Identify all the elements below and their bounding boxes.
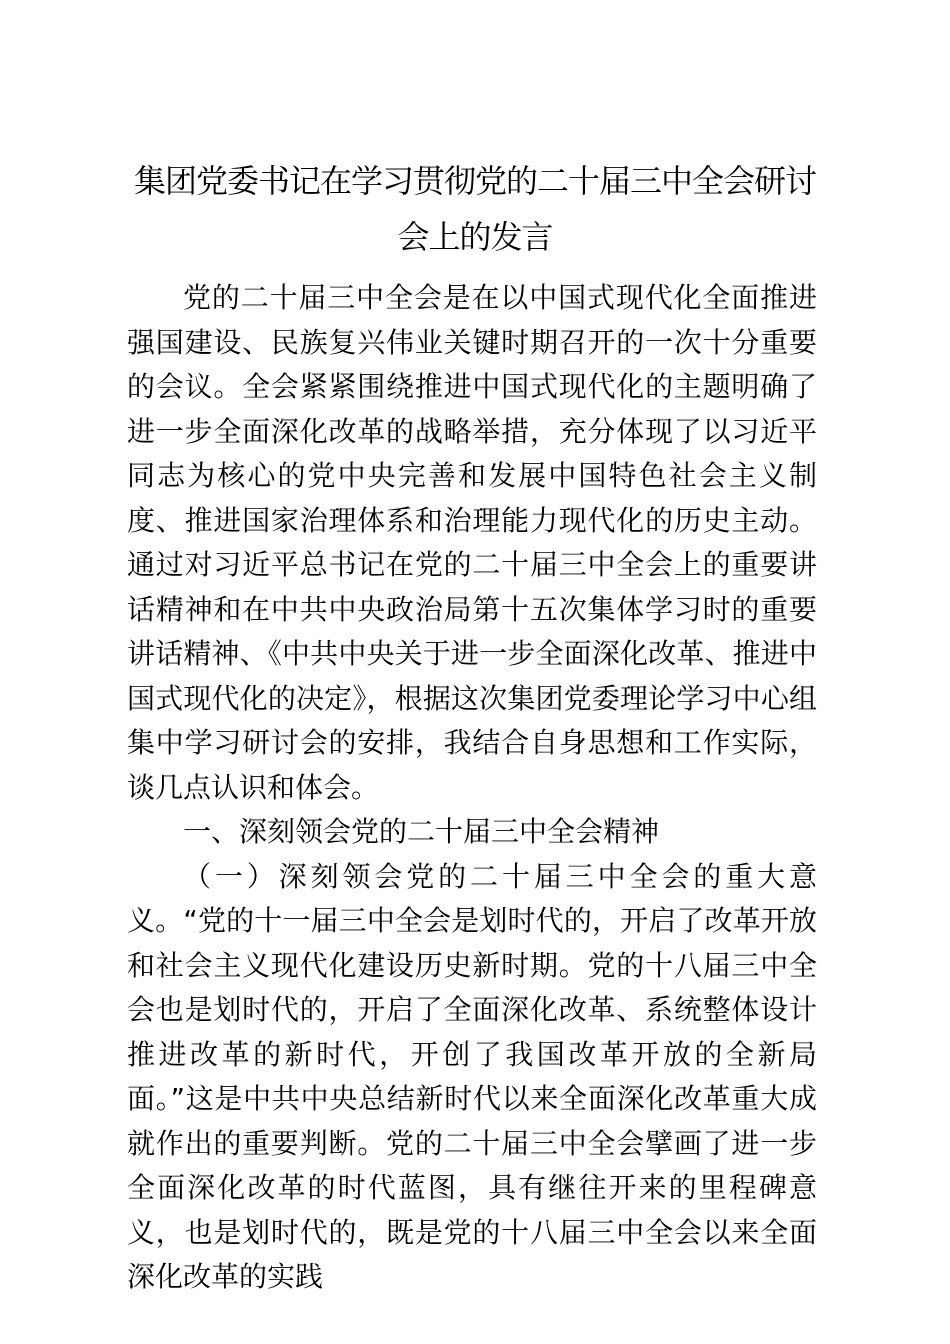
subsection-paragraph-1: （一）深刻领会党的二十届三中全会的重大意义。“党的十一届三中全会是划时代的，开启了改革开放和社会主义现代化建设历史新时期。党的十八届三中全会也是划时代的，开启了全面深化改革、系统整体设计推进改革的新时代，开创了我国改革开放的全新局面。”这是中共中央总结新时代以来全面深化改革重大成就作出的重要判断。党的二十届三中全会擘画了进一步全面深化改革的时代蓝图，具有继往开来的里程碑意义，也是划时代的，既是党的十八届三中全会以来全面深化改革的实践: [127, 859, 817, 1293]
intro-paragraph: 党的二十届三中全会是在以中国式现代化全面推进强国建设、民族复兴伟业关键时期召开的一次十分重要的会议。全会紧紧围绕推进中国式现代化的主题明确了进一步全面深化改革的战略举措，充分体现了以习近平同志为核心的党中央完善和发展中国特色社会主义制度、推进国家治理体系和治理能力现代化的历史主动。通过对习近平总书记在党的二十届三中全会上的重要讲话精神和在中共中央政治局第十五次集体学习时的重要讲话精神、《中共中央关于进一步全面深化改革、推进中国式现代化的决定》，根据这次集团党委理论学习中心组集中学习研讨会的安排，我结合自身思想和工作实际，谈几点认识和体会。: [127, 281, 817, 804]
document-body: [127, 276, 817, 1300]
document-title: 集团党委书记在学习贯彻党的二十届三中全会研讨会上的发言: [133, 162, 816, 256]
section-heading-1: 一、深刻领会党的二十届三中全会精神: [183, 815, 660, 848]
